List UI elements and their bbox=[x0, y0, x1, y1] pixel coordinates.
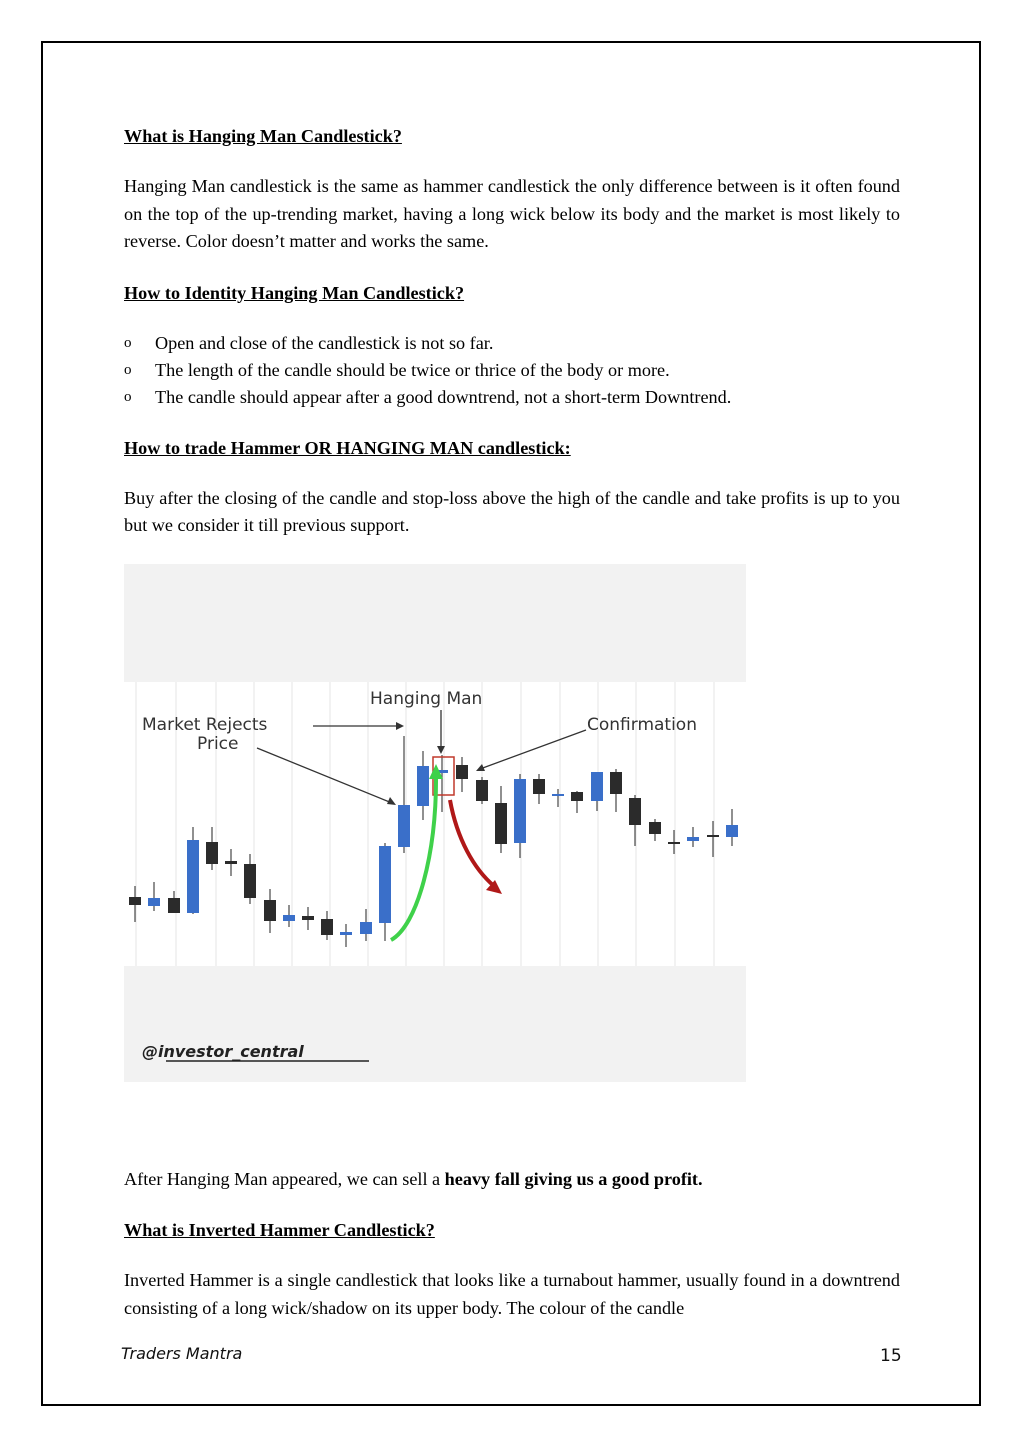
heading-inverted-hammer: What is Inverted Hammer Candlestick? bbox=[124, 1220, 435, 1240]
candle-body bbox=[610, 772, 622, 794]
candle-body bbox=[417, 766, 429, 806]
hanging-man-figure bbox=[124, 564, 900, 1082]
footer-title: Traders Mantra bbox=[121, 1344, 243, 1363]
candle-body bbox=[552, 794, 564, 796]
candle-body bbox=[649, 822, 661, 834]
heading-hanging-man: What is Hanging Man Candlestick? bbox=[124, 126, 402, 146]
paragraph-how-to-trade: Buy after the closing of the candle and stop-loss above the high of the candle and take profits is up to you but we consider it till previous support. bbox=[124, 487, 900, 535]
candle-body bbox=[398, 805, 410, 847]
candle-body bbox=[244, 864, 256, 898]
identify-bullet-list bbox=[124, 330, 900, 411]
label-confirmation: Confirmation bbox=[587, 714, 697, 735]
candle-body bbox=[379, 846, 391, 923]
candle-body bbox=[321, 919, 333, 935]
list-item bbox=[124, 357, 900, 384]
candle-body bbox=[456, 765, 468, 779]
candle-body bbox=[495, 803, 507, 844]
bullet-text: Open and close of the candlestick is not so far. bbox=[155, 332, 494, 353]
candle-body bbox=[225, 861, 237, 864]
candle-body bbox=[264, 900, 276, 921]
candle-body bbox=[168, 898, 180, 913]
bullet-marker: o bbox=[124, 388, 132, 405]
candle-body bbox=[571, 792, 583, 801]
candle-body bbox=[129, 897, 141, 905]
heading-how-to-trade: How to trade Hammer OR HANGING MAN candlestick: bbox=[124, 437, 571, 458]
candle-body bbox=[533, 779, 545, 794]
candle-body bbox=[476, 780, 488, 801]
candle-body bbox=[360, 922, 372, 934]
candle-body bbox=[187, 840, 199, 913]
candle-body bbox=[302, 916, 314, 920]
page-content bbox=[124, 122, 900, 1322]
paragraph-inverted-hammer: Inverted Hammer is a single candlestick that looks like a turnabout hammer, usually found in a downtrend consisting of a long wick/shadow on its upper body. The colour of the candle bbox=[124, 1270, 900, 1318]
candle-body bbox=[591, 772, 603, 801]
label-hanging-man: Hanging Man bbox=[370, 688, 483, 709]
candlestick-illustration bbox=[124, 564, 746, 1082]
heading-identify-hanging-man: How to Identity Hanging Man Candlestick? bbox=[124, 282, 465, 303]
label-price: Price bbox=[197, 733, 239, 754]
paragraph-hanging-man: Hanging Man candlestick is the same as hammer candlestick the only difference between is it often found on the top of the up-trending market, having a long wick below its body and the market is most likely to reverse. Color doesn’t matter and works the same. bbox=[124, 176, 900, 251]
candle-body bbox=[514, 779, 526, 843]
candle-body bbox=[206, 842, 218, 864]
bullet-text: The length of the candle should be twice or thrice of the body or more. bbox=[155, 359, 670, 380]
list-item bbox=[124, 330, 900, 357]
candle-body bbox=[707, 835, 719, 837]
candle-body bbox=[148, 898, 160, 906]
list-item bbox=[124, 384, 900, 411]
candle-body bbox=[283, 915, 295, 921]
candle-body bbox=[340, 932, 352, 935]
bullet-marker: o bbox=[124, 334, 132, 351]
bullet-text: The candle should appear after a good downtrend, not a short-term Downtrend. bbox=[155, 386, 732, 407]
label-market-rejects: Market Rejects bbox=[142, 714, 268, 735]
candle-body bbox=[668, 842, 680, 844]
candle-body bbox=[687, 837, 699, 841]
candle-body bbox=[726, 825, 738, 837]
after-text-plain: After Hanging Man appeared, we can sell a bbox=[124, 1168, 445, 1189]
watermark-text: @investor_central bbox=[142, 1041, 304, 1061]
candle-body bbox=[629, 798, 641, 825]
bullet-marker: o bbox=[124, 361, 132, 378]
paragraph-after-hanging-man bbox=[124, 1166, 900, 1194]
after-text-bold: heavy fall giving us a good profit. bbox=[444, 1168, 703, 1189]
page-number: 15 bbox=[880, 1346, 902, 1366]
